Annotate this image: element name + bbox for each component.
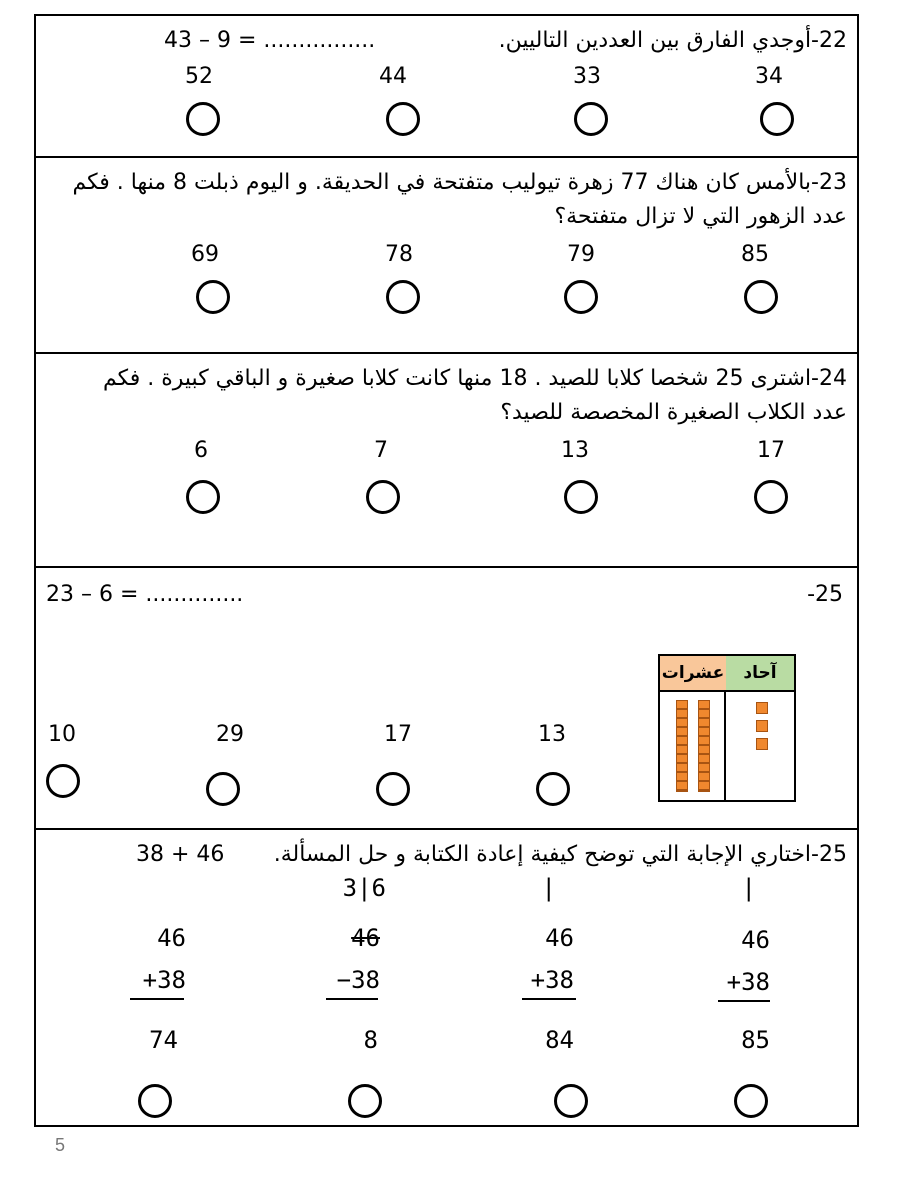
- option-label: 34: [755, 64, 783, 89]
- answer-radio[interactable]: [744, 280, 778, 314]
- answer-radio[interactable]: [196, 280, 230, 314]
- addend-bottom: +38: [142, 966, 186, 994]
- sum-line: [522, 998, 576, 1000]
- addend-top: 46: [741, 926, 770, 954]
- answer-radio[interactable]: [574, 102, 608, 136]
- sum-line: [718, 1000, 770, 1002]
- answer-radio[interactable]: [366, 480, 400, 514]
- answer-radio[interactable]: [46, 764, 80, 798]
- option-label: 33: [573, 64, 601, 89]
- answer-radio[interactable]: [186, 102, 220, 136]
- option-label: 44: [379, 64, 407, 89]
- option-label: 7: [374, 438, 388, 463]
- question-22: [36, 16, 857, 158]
- answer-value: 8: [363, 1026, 378, 1054]
- option-label: 10: [48, 722, 76, 747]
- answer-radio[interactable]: [376, 772, 410, 806]
- option-label: 6: [194, 438, 208, 463]
- one-cube: [756, 702, 768, 714]
- question-22-equation: 43 – 9 = ................: [164, 28, 376, 53]
- option-label: 17: [757, 438, 785, 463]
- ten-rod: [676, 700, 688, 792]
- question-25b-prompt: 25-اختاري الإجابة التي توضح كيفية إعادة الكتابة و حل المسألة.: [273, 842, 847, 867]
- page-number: 5: [55, 1135, 66, 1155]
- place-value-chart: [658, 654, 796, 802]
- answer-radio[interactable]: [554, 1084, 588, 1118]
- question-24-line2: عدد الكلاب الصغيرة المخصصة للصيد؟: [500, 400, 847, 425]
- one-cube: [756, 738, 768, 750]
- question-24: [36, 354, 857, 568]
- answer-radio[interactable]: [138, 1084, 172, 1118]
- ones-header: آحاد: [726, 656, 794, 692]
- answer-radio[interactable]: [386, 280, 420, 314]
- regroup-mark: |: [741, 874, 756, 902]
- option-label: 52: [185, 64, 213, 89]
- question-23-line2: عدد الزهور التي لا تزال متفتحة؟: [554, 204, 847, 229]
- regroup-mark: |: [541, 874, 556, 902]
- answer-radio[interactable]: [186, 480, 220, 514]
- addend-top: 46: [351, 924, 380, 952]
- addend-top: 46: [545, 924, 574, 952]
- option-label: 13: [538, 722, 566, 747]
- answer-radio[interactable]: [206, 772, 240, 806]
- tens-header: عشرات: [660, 656, 728, 692]
- question-22-prompt: 22-أوجدي الفارق بين العددين التاليين.: [498, 28, 847, 53]
- answer-radio[interactable]: [754, 480, 788, 514]
- answer-radio[interactable]: [348, 1084, 382, 1118]
- answer-radio[interactable]: [760, 102, 794, 136]
- addend-bottom: +38: [530, 966, 574, 994]
- answer-radio[interactable]: [536, 772, 570, 806]
- addend-bottom: −38: [336, 966, 380, 994]
- answer-radio[interactable]: [564, 280, 598, 314]
- question-25b-expression: 38 + 46: [136, 842, 225, 867]
- regroup-mark: 3|6: [342, 874, 386, 902]
- question-25b: [36, 830, 857, 1125]
- option-label: 79: [567, 242, 595, 267]
- answer-radio[interactable]: [386, 102, 420, 136]
- question-25a-number: -25: [807, 582, 843, 607]
- sum-line: [130, 998, 184, 1000]
- question-24-line1: 24-اشترى 25 شخصا كلابا للصيد . 18 منها كانت كلابا صغيرة و الباقي كبيرة . فكم: [102, 366, 847, 391]
- addend-bottom: +38: [726, 968, 770, 996]
- sum-line: [326, 998, 378, 1000]
- answer-radio[interactable]: [734, 1084, 768, 1118]
- question-23-line1: 23-بالأمس كان هناك 77 زهرة تيوليب متفتحة في الحديقة. و اليوم ذبلت 8 منها . فكم: [72, 170, 847, 195]
- one-cube: [756, 720, 768, 732]
- option-label: 29: [216, 722, 244, 747]
- option-label: 85: [741, 242, 769, 267]
- option-label: 13: [561, 438, 589, 463]
- addend-top: 46: [157, 924, 186, 952]
- question-25a-equation: 23 – 6 = ..............: [46, 582, 244, 607]
- chart-divider: [724, 690, 726, 800]
- question-23: [36, 158, 857, 354]
- option-label: 17: [384, 722, 412, 747]
- answer-value: 85: [741, 1026, 770, 1054]
- ten-rod: [698, 700, 710, 792]
- answer-radio[interactable]: [564, 480, 598, 514]
- answer-value: 84: [545, 1026, 574, 1054]
- worksheet-frame: [34, 14, 859, 1127]
- question-25a: [36, 568, 857, 830]
- answer-value: 74: [149, 1026, 178, 1054]
- option-label: 78: [385, 242, 413, 267]
- option-label: 69: [191, 242, 219, 267]
